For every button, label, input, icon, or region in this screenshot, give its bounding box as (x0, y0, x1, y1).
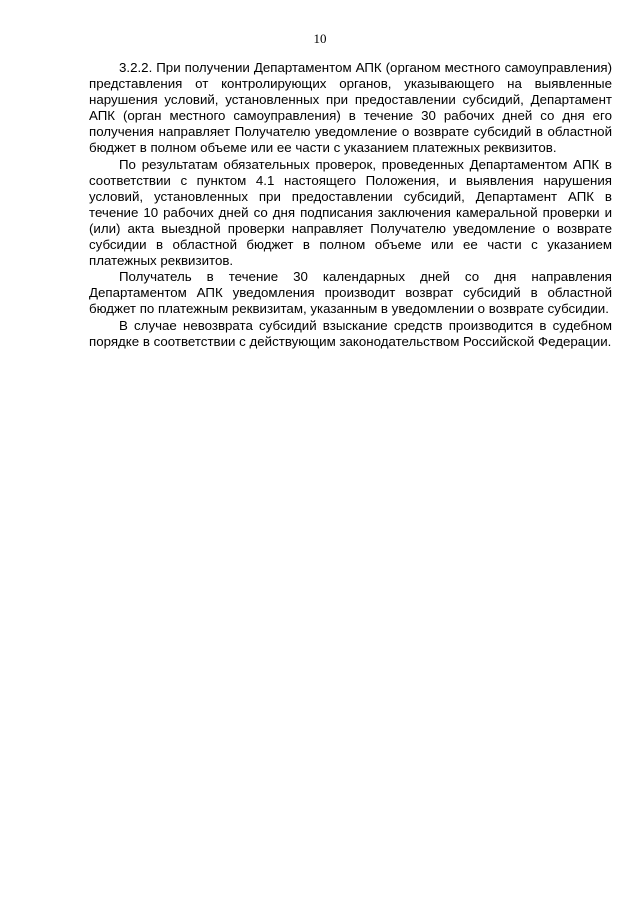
paragraph-court-recovery: В случае невозврата субсидий взыскание средств производится в судебном порядке в соответствии с действующим законодательством Российской Федерации. (89, 317, 612, 349)
document-body (89, 60, 612, 350)
paragraph-3-2-2: 3.2.2. При получении Департаментом АПК (органом местного самоуправления) представления от контролирующих органов, указывающего на выявленные нарушения условий, установленных при предоставлении субсидий, Департамент АПК (орган местного самоуправления) в течение 30 рабочих дней со дня его получения направляет Получателю уведомление о возврате субсидий в областной бюджет в полном объеме или ее части с указанием платежных реквизитов. (89, 60, 612, 156)
paragraph-inspection-results: По результатам обязательных проверок, проведенных Департаментом АПК в соответствии с пунктом 4.1 настоящего Положения, и выявления нарушения условий, установленных при предоставлении субсидий, Департамент АПК в течение 10 рабочих дней со дня подписания заключения камеральной проверки и (или) акта выездной проверки направляет Получателю уведомление о возврате субсидии в областной бюджет в полном объеме или ее части с указанием платежных реквизитов. (89, 156, 612, 269)
paragraph-recipient-refund: Получатель в течение 30 календарных дней со дня направления Департаментом АПК уведомления производит возврат субсидий в областной бюджет по платежным реквизитам, указанным в уведомлении о возврате субсидии. (89, 269, 612, 317)
page-number: 10 (313, 31, 327, 46)
